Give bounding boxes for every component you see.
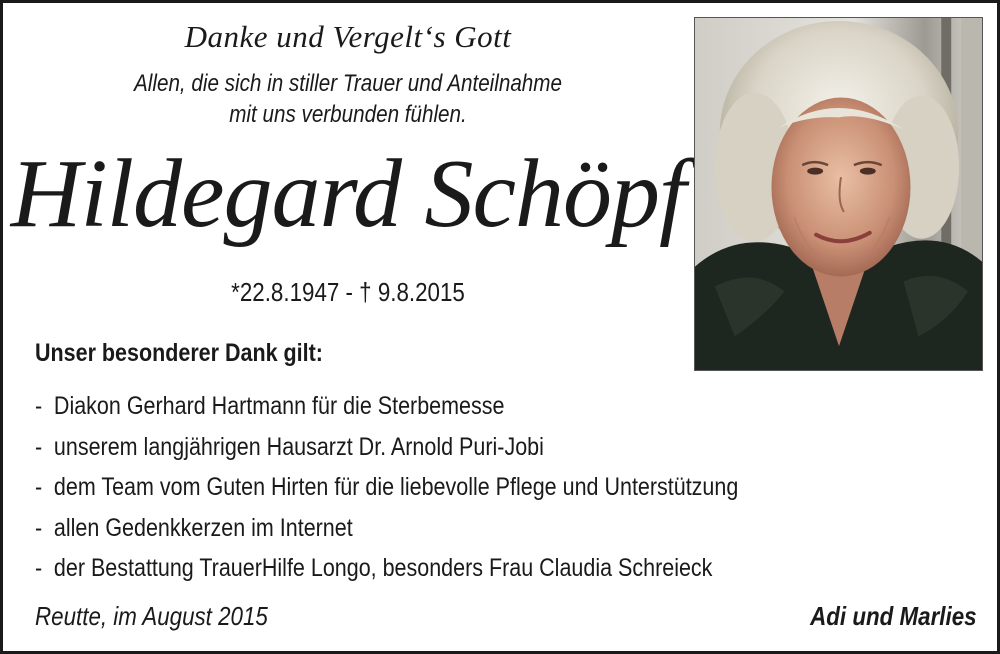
acknowledgements-list <box>35 386 738 589</box>
list-item <box>35 386 738 427</box>
portrait-image <box>695 18 982 370</box>
list-item-text: allen Gedenkkerzen im Internet <box>53 513 353 542</box>
list-item <box>35 427 738 468</box>
acknowledgements-title: Unser besonderer Dank gilt: <box>35 339 323 367</box>
thanks-heading: Danke und Vergelt‘s Gott <box>184 19 512 54</box>
list-item <box>35 508 738 549</box>
list-item-text: dem Team vom Guten Hirten für die liebevolle Pflege und Unterstützung <box>53 473 739 501</box>
bullet-dash: - <box>35 513 43 542</box>
list-item <box>35 548 738 589</box>
intro-line-2: mit uns verbunden fühlen. <box>229 101 467 128</box>
intro-line-1: Allen, die sich in stiller Trauer und Anteilnahme <box>134 70 562 97</box>
bullet-dash: - <box>35 392 43 420</box>
list-item-text: unserem langjährigen Hausarzt Dr. Arnold Puri-Jobi <box>53 432 544 461</box>
bullet-dash: - <box>35 473 43 501</box>
portrait-photo <box>694 17 983 371</box>
bullet-dash: - <box>35 432 43 461</box>
place-and-date: Reutte, im August 2015 <box>35 601 268 631</box>
list-item <box>35 467 738 508</box>
life-dates: *22.8.1947 - † 9.8.2015 <box>231 277 465 307</box>
bullet-dash: - <box>35 554 43 582</box>
deceased-name: Hildegard Schöpf <box>10 140 686 248</box>
signature: Adi und Marlies <box>810 601 977 631</box>
list-item-text: der Bestattung TrauerHilfe Longo, besonders Frau Claudia Schreieck <box>53 554 713 582</box>
list-item-text: Diakon Gerhard Hartmann für die Sterbemesse <box>53 392 505 420</box>
